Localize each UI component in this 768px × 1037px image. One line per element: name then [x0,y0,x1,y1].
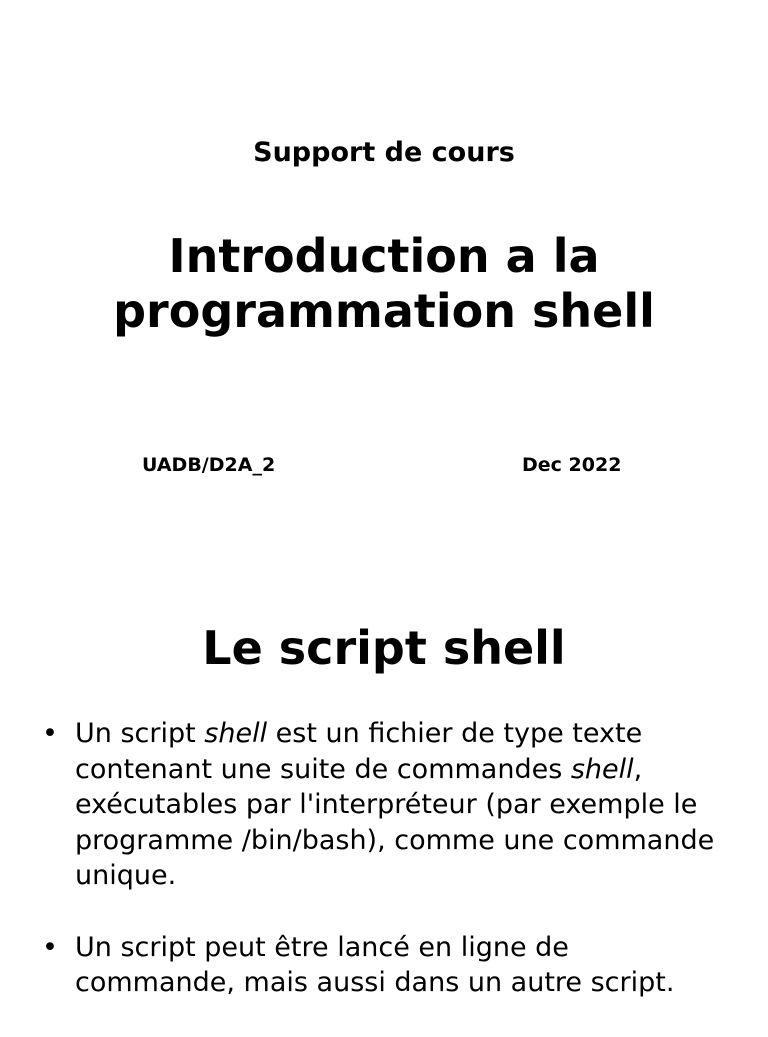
course-title-line-1: Introduction a la [168,229,600,283]
bullet-text: Un script peut être lancé en ligne de commande, mais aussi dans un autre script. [75,931,675,998]
bullet-text-italic: shell [204,718,268,749]
bullet-list [0,716,768,1037]
content-slide [0,576,768,1024]
course-title-line-2: programmation shell [113,284,655,338]
bullet-marker: • [42,718,58,749]
course-subtitle: Support de cours [253,137,515,168]
course-title [0,229,768,339]
bullet-text: est un fichier de type texte contenant une suite de commandes [75,718,643,785]
bullet-text: Un script [75,718,205,749]
bullet-text-italic: shell [570,753,634,785]
course-code: UADB/D2A_2 [142,454,276,476]
bullet-marker: • [42,931,58,963]
bullet-item [0,716,768,894]
section-title: Le script shell [202,621,566,675]
course-date: Dec 2022 [522,454,622,476]
bullet-text: , exécutables par l'interpréteur (par exemple le programme /bin/bash), comme une commande unique. [75,753,715,891]
bullet-item [0,930,768,1001]
